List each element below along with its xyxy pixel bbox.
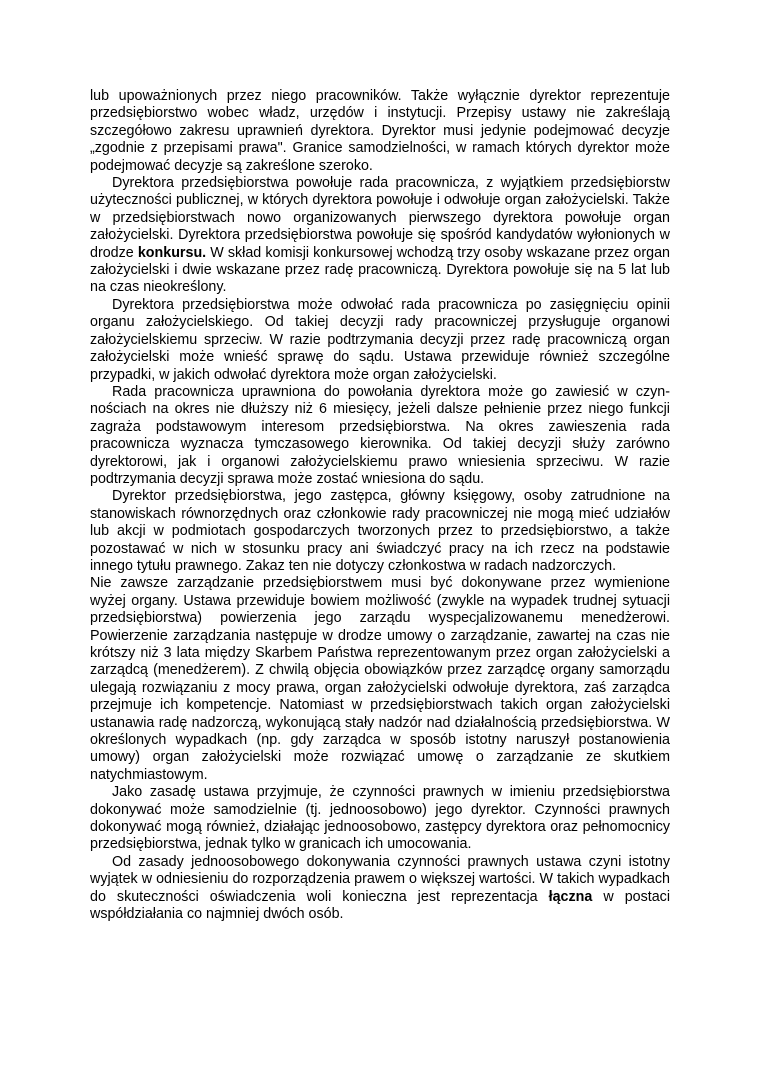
paragraph-2-text-before: Dyrektora przedsiębiorstwa powołuje rada pracownicza, z wyjątkiem przedsiębiorstw użyteczności publicznej, w których dyrektora powołuje i odwołuje organ założycielski. Także w przedsiębiorstwach nowo organizowanych pierwszego dyrektora powołuje organ założycielski. Dyrektora przedsiębiorstwa powołuje się spośród kandydatów wyłonionych w drodze [90, 175, 670, 261]
paragraph-6: Nie zawsze zarządzanie przedsiębiorstwem musi być dokonywane przez wymienione wyżej organy. Ustawa przewiduje bowiem możliwość (zwykle na wypadek trudnej sytuacji przedsiębiorstwa) powierzenia jego zarządu wyspecjalizowanemu menedżerowi. Powierzenie zarządzania następuje w drodze umowy o zarządzanie, zawartej na czas nie krótszy niż 3 lata między Skarbem Państwa reprezentowanym przez organ założycielski a zarządcą (menedżerem). Z chwilą objęcia obowiązków przez zarządcę organy samorządu ulegają rozwiązaniu z mocy prawa, organ założycielski odwołuje dyrektora, zaś zarządca przejmuje ich kompetencje. Natomiast w przedsiębiorstwach takich organ założycielski ustanawia radę nadzorczą, wykonującą stały nadzór nad działalnością przedsiębiorstwa. W określonych wypadkach (np. gdy zarządca w sposób istotny naruszył postanowienia umowy) organ założycielski może rozwiązać umowę o zarządzanie ze skutkiem natychmiastowym. [90, 575, 670, 783]
paragraph-3: Dyrektora przedsiębiorstwa może odwołać rada pracownicza po zasięgnięciu opinii organu założycielskiego. Od takiej decyzji rady pracowniczej przysługuje organowi założycielskiemu sprzeciw. W razie podtrzymania decyzji przez radę pracowniczą organ założycielski może wnieść sprawę do sądu. Ustawa przewiduje również szczególne przypadki, w jakich odwołać dyrektora może organ założycielski. [90, 296, 670, 383]
paragraph-1: lub upoważnionych przez niego pracowników. Także wyłącznie dyrektor reprezentuje przedsiębiorstwo wobec władz, urzędów i instytucji. Przepisy ustawy nie zakreślają szczegółowo zakresu uprawnień dyrektora. Dyrektor musi jedynie podejmować decyzje „zgodnie z przepisami prawa". Granice samodzielności, w ramach których dyrektor może podejmować decyzje są zakreślone szeroko. [90, 88, 670, 174]
paragraph-8-text-after: w postaci współdziałania co najmniej dwóch osób. [90, 888, 670, 923]
paragraph-2-text-after: W skład komisji konkursowej wchodzą trzy osoby wskazane przez organ założycielski i dwie wskazane przez radę pracowniczą. Dyrektora powołuje się na 5 lat lub na czas nieokreślony. [90, 244, 670, 296]
document-page [90, 88, 670, 924]
term-laczna: łączna [548, 888, 593, 905]
paragraph-8 [90, 854, 670, 924]
paragraph-8-text-before: Od zasady jednoosobowego dokonywania czynności prawnych ustawa czyni istotny wyjątek w odniesieniu do rozporządzenia prawem o większej wartości. W takich wypadkach do skuteczności oświadczenia woli konieczna jest reprezentacja [90, 853, 670, 905]
paragraph-4: Rada pracownicza uprawniona do powołania dyrektora może go zawiesić w czynnościach na okres nie dłuższy niż 6 miesięcy, jeżeli dalsze pełnienie przez niego funkcji zagraża podstawowym interesom przedsiębiorstwa. Na okres zawieszenia rada pracownicza wyznacza tymczasowego kierownika. Od takiej decyzji służy zarówno dyrektorowi, jak i organowi założycielskiemu prawo wniesienia sprzeciwu. W razie podtrzymania decyzji sprawa może zostać wniesiona do sądu. [90, 383, 670, 487]
paragraph-7: Jako zasadę ustawa przyjmuje, że czynności prawnych w imieniu przedsiębiorstwa dokonywać może samodzielnie (tj. jednoosobowo) jego dyrektor. Czynności prawnych dokonywać mogą również, działając jednoosobowo, zastępcy dyrektora oraz pełnomocnicy przedsiębiorstwa, jednak tylko w granicach ich umocowania. [90, 784, 670, 853]
term-konkursu: konkursu. [137, 244, 207, 261]
paragraph-5: Dyrektor przedsiębiorstwa, jego zastępca, główny księgowy, osoby zatrudnione na stanowiskach równorzędnych oraz członkowie rady pracowniczej nie mogą mieć udziałów lub akcji w podmiotach gospodarczych tworzonych przez to przedsiębiorstwo, a także pozostawać w nich w stosunku pracy ani świadczyć pracy na ich rzecz na podstawie innego tytułu prawnego. Zakaz ten nie dotyczy członkostwa w radach nadzorczych. [90, 488, 670, 574]
paragraph-2 [90, 175, 670, 297]
